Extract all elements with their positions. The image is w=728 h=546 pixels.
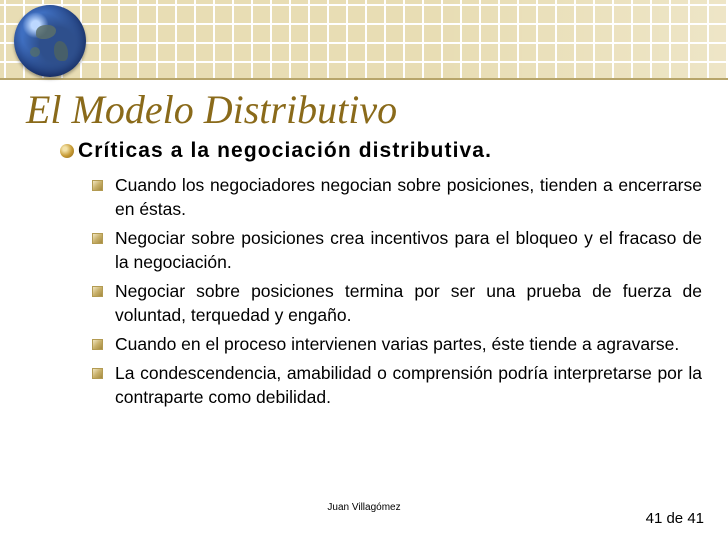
square-gold-bullet-icon [92, 339, 103, 350]
main-bullet-suffix: . [485, 139, 493, 162]
globe-land-shape [36, 25, 56, 39]
slide-number: 41 de 41 [645, 510, 704, 527]
sub-bullet-text: Cuando en el proceso intervienen varias partes, éste tiende a agravarse. [115, 334, 680, 354]
sub-bullet-text: Negociar sobre posiciones termina por ser una prueba de fuerza de voluntad, terquedad y engaño. [115, 281, 702, 325]
sub-bullet [92, 361, 702, 409]
square-gold-bullet-icon [92, 286, 103, 297]
globe-icon [14, 5, 86, 77]
slide-title: El Modelo Distributivo [26, 87, 398, 132]
square-gold-bullet-icon [92, 233, 103, 244]
round-gold-bullet-icon [60, 144, 74, 158]
header-divider [0, 78, 728, 80]
sub-bullet-text: La condescendencia, amabilidad o comprensión podría interpretarse por la contraparte como debilidad. [115, 363, 702, 407]
sub-bullet-text: Cuando los negociadores negocian sobre posiciones, tienden a encerrarse en éstas. [115, 175, 702, 219]
square-gold-bullet-icon [92, 368, 103, 379]
header-fade [0, 0, 728, 78]
globe-land-shape [54, 41, 68, 61]
sub-bullet [92, 226, 702, 274]
sub-bullet [92, 173, 702, 221]
globe-land-shape [30, 47, 40, 57]
square-gold-bullet-icon [92, 180, 103, 191]
main-bullet-text: Críticas a la negociación distributiva [78, 139, 486, 162]
sub-bullet [92, 332, 702, 356]
sub-bullet-list [92, 173, 702, 414]
sub-bullet-text: Negociar sobre posiciones crea incentivos para el bloqueo y el fracaso de la negociación. [115, 228, 702, 272]
footer-author: Juan Villagómez [327, 502, 401, 513]
main-bullet [60, 139, 700, 163]
sub-bullet [92, 279, 702, 327]
